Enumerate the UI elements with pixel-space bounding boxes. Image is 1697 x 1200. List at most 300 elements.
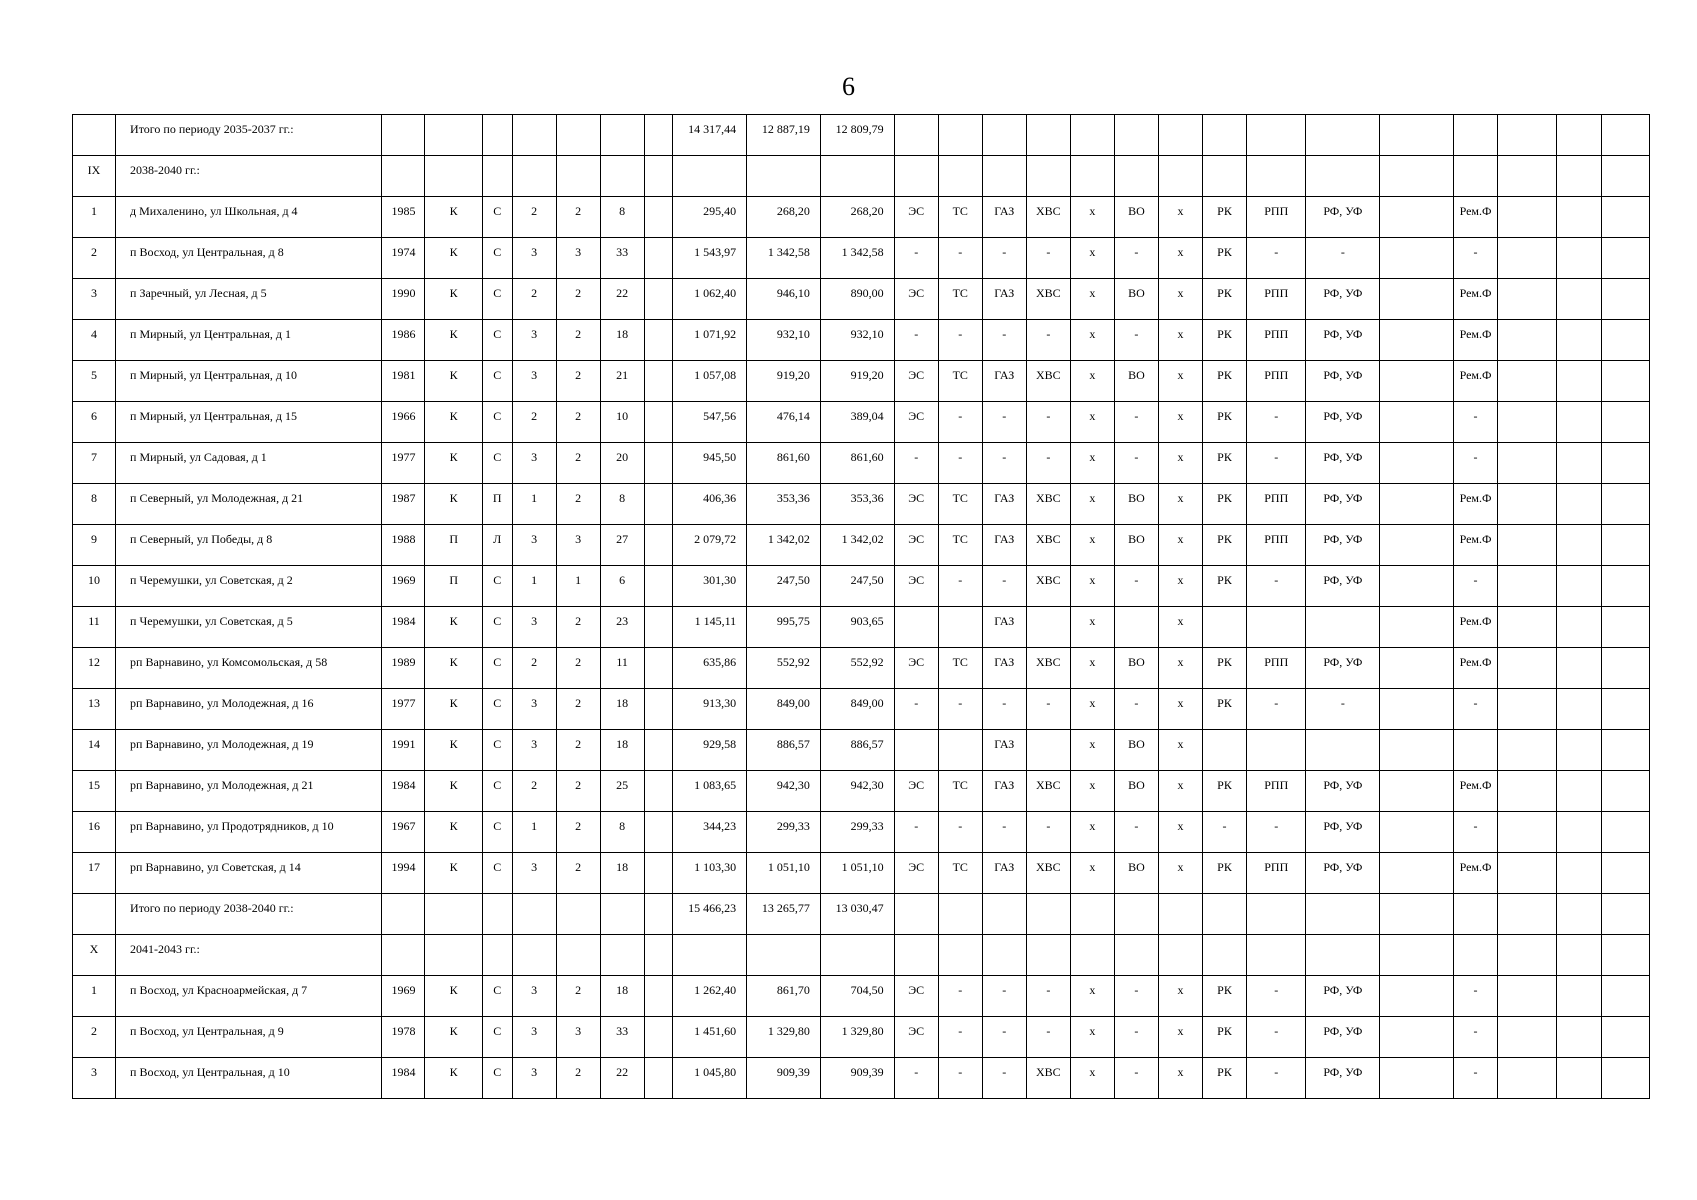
table-cell: - — [1114, 402, 1158, 443]
table-cell — [382, 894, 425, 935]
table-cell — [382, 156, 425, 197]
row-number-cell: 1 — [73, 976, 116, 1017]
table-cell: РК — [1203, 279, 1247, 320]
table-cell: 13 265,77 — [747, 894, 821, 935]
table-cell: 909,39 — [747, 1058, 821, 1099]
table-cell — [673, 156, 747, 197]
table-cell: 299,33 — [747, 812, 821, 853]
table-cell — [1306, 894, 1380, 935]
table-cell: РФ, УФ — [1306, 853, 1380, 894]
table-cell: 22 — [600, 1058, 644, 1099]
table-cell — [1498, 730, 1557, 771]
table-cell: 1 342,02 — [820, 525, 894, 566]
table-row — [73, 566, 1650, 607]
table-cell: - — [1454, 238, 1498, 279]
table-cell — [938, 730, 982, 771]
table-cell: К — [425, 320, 482, 361]
table-cell: 552,92 — [820, 648, 894, 689]
table-cell — [644, 238, 673, 279]
table-cell: 344,23 — [673, 812, 747, 853]
table-cell — [1498, 771, 1557, 812]
table-cell: 2 — [556, 1058, 600, 1099]
table-cell: 6 — [600, 566, 644, 607]
table-cell: 2 — [556, 853, 600, 894]
table-cell: 11 — [600, 648, 644, 689]
table-cell — [1306, 935, 1380, 976]
table-cell: - — [938, 689, 982, 730]
table-cell — [938, 115, 982, 156]
table-cell: х — [1070, 443, 1114, 484]
table-cell — [1498, 525, 1557, 566]
address-cell: п Черемушки, ул Советская, д 2 — [116, 566, 382, 607]
table-cell: К — [425, 730, 482, 771]
table-cell: - — [1454, 402, 1498, 443]
table-cell — [1498, 894, 1557, 935]
table-cell — [1498, 361, 1557, 402]
table-cell — [1114, 607, 1158, 648]
table-cell — [1601, 525, 1649, 566]
table-cell: ТС — [938, 771, 982, 812]
table-cell: - — [982, 976, 1026, 1017]
table-row — [73, 320, 1650, 361]
table-cell — [1380, 648, 1454, 689]
table-cell: 18 — [600, 320, 644, 361]
table-cell: - — [894, 1058, 938, 1099]
table-cell: РК — [1203, 402, 1247, 443]
table-cell: - — [982, 689, 1026, 730]
table-cell — [644, 648, 673, 689]
table-cell — [1601, 648, 1649, 689]
table-cell: К — [425, 607, 482, 648]
table-cell: К — [425, 197, 482, 238]
table-cell — [1026, 894, 1070, 935]
table-cell: К — [425, 402, 482, 443]
table-cell: РФ, УФ — [1306, 976, 1380, 1017]
table-cell: 1 057,08 — [673, 361, 747, 402]
table-cell: 1974 — [382, 238, 425, 279]
table-cell: РФ, УФ — [1306, 525, 1380, 566]
table-cell — [644, 1017, 673, 1058]
address-cell: п Восход, ул Центральная, д 10 — [116, 1058, 382, 1099]
table-cell — [644, 402, 673, 443]
table-cell — [747, 935, 821, 976]
table-cell: РПП — [1247, 771, 1306, 812]
table-cell: - — [982, 566, 1026, 607]
table-cell: Рем.Ф — [1454, 361, 1498, 402]
table-cell — [1380, 238, 1454, 279]
table-cell: К — [425, 812, 482, 853]
address-cell: д Михаленино, ул Школьная, д 4 — [116, 197, 382, 238]
table-cell — [1070, 156, 1114, 197]
table-cell — [1026, 156, 1070, 197]
table-cell: 3 — [512, 1058, 556, 1099]
table-cell: Рем.Ф — [1454, 484, 1498, 525]
table-cell: ВО — [1114, 361, 1158, 402]
table-cell — [1601, 976, 1649, 1017]
table-cell: 268,20 — [747, 197, 821, 238]
table-cell — [1454, 935, 1498, 976]
table-cell — [1306, 156, 1380, 197]
address-cell: п Восход, ул Красноармейская, д 7 — [116, 976, 382, 1017]
row-number-cell: 8 — [73, 484, 116, 525]
table-cell — [1557, 484, 1601, 525]
page-number: 6 — [842, 72, 855, 101]
row-number-cell: X — [73, 935, 116, 976]
table-cell: РК — [1203, 361, 1247, 402]
table-cell — [1557, 853, 1601, 894]
table-cell: 10 — [600, 402, 644, 443]
table-cell: РПП — [1247, 197, 1306, 238]
table-cell: - — [1114, 566, 1158, 607]
table-cell: х — [1158, 771, 1202, 812]
table-cell — [644, 443, 673, 484]
table-cell — [820, 156, 894, 197]
table-cell: 1989 — [382, 648, 425, 689]
table-cell: - — [894, 812, 938, 853]
table-cell: - — [938, 238, 982, 279]
table-cell: РФ, УФ — [1306, 320, 1380, 361]
table-cell: х — [1158, 648, 1202, 689]
table-cell — [1498, 1017, 1557, 1058]
table-cell: С — [482, 1058, 512, 1099]
table-cell — [1158, 156, 1202, 197]
address-cell: п Заречный, ул Лесная, д 5 — [116, 279, 382, 320]
table-cell: 903,65 — [820, 607, 894, 648]
table-cell: 299,33 — [820, 812, 894, 853]
table-cell: РК — [1203, 443, 1247, 484]
table-cell: РК — [1203, 648, 1247, 689]
table-cell — [1380, 730, 1454, 771]
table-cell: К — [425, 853, 482, 894]
table-cell: ВО — [1114, 279, 1158, 320]
table-cell: х — [1158, 812, 1202, 853]
row-number-cell: 4 — [73, 320, 116, 361]
table-cell: - — [1247, 976, 1306, 1017]
table-cell: ЭС — [894, 771, 938, 812]
table-cell: 861,70 — [747, 976, 821, 1017]
table-cell — [1601, 1017, 1649, 1058]
table-cell: х — [1158, 525, 1202, 566]
table-cell: - — [1247, 238, 1306, 279]
table-cell: РФ, УФ — [1306, 402, 1380, 443]
table-cell: - — [1306, 689, 1380, 730]
table-cell: ГАЗ — [982, 197, 1026, 238]
table-cell — [1114, 115, 1158, 156]
table-cell: 2 — [556, 771, 600, 812]
table-cell — [1498, 279, 1557, 320]
table-cell: 919,20 — [747, 361, 821, 402]
table-cell: РК — [1203, 566, 1247, 607]
table-cell: 2 — [556, 361, 600, 402]
table-cell: 1 — [556, 566, 600, 607]
table-cell — [894, 156, 938, 197]
table-cell: 2 — [512, 279, 556, 320]
table-cell — [1601, 197, 1649, 238]
table-cell: 2 — [556, 812, 600, 853]
table-cell: 18 — [600, 689, 644, 730]
table-cell: 1991 — [382, 730, 425, 771]
table-cell: - — [1454, 1017, 1498, 1058]
table-cell: С — [482, 279, 512, 320]
table-cell: 27 — [600, 525, 644, 566]
table-cell — [1557, 812, 1601, 853]
table-cell: ТС — [938, 484, 982, 525]
table-cell — [1498, 607, 1557, 648]
table-cell — [600, 156, 644, 197]
address-cell: 2038-2040 гг.: — [116, 156, 382, 197]
table-cell: 3 — [512, 443, 556, 484]
table-cell: - — [938, 402, 982, 443]
table-cell: РФ, УФ — [1306, 279, 1380, 320]
table-row — [73, 525, 1650, 566]
table-cell: 3 — [512, 689, 556, 730]
table-cell: 3 — [512, 320, 556, 361]
table-cell: - — [894, 443, 938, 484]
table-cell: 1 045,80 — [673, 1058, 747, 1099]
table-cell — [1601, 935, 1649, 976]
table-cell — [1557, 894, 1601, 935]
table-cell — [1203, 156, 1247, 197]
table-cell — [644, 525, 673, 566]
table-cell: 909,39 — [820, 1058, 894, 1099]
table-cell: РФ, УФ — [1306, 361, 1380, 402]
row-number-cell: 16 — [73, 812, 116, 853]
table-cell: С — [482, 812, 512, 853]
table-cell — [1380, 443, 1454, 484]
table-cell: 552,92 — [747, 648, 821, 689]
table-row — [73, 279, 1650, 320]
table-cell — [644, 607, 673, 648]
table-cell — [1306, 115, 1380, 156]
table-cell: - — [938, 812, 982, 853]
table-cell: х — [1158, 361, 1202, 402]
address-cell: п Мирный, ул Центральная, д 15 — [116, 402, 382, 443]
table-cell: 1984 — [382, 771, 425, 812]
table-cell — [1306, 607, 1380, 648]
table-cell — [1557, 730, 1601, 771]
address-cell: Итого по периоду 2038-2040 гг.: — [116, 894, 382, 935]
table-cell: - — [1026, 812, 1070, 853]
table-cell — [1380, 566, 1454, 607]
table-cell: х — [1070, 320, 1114, 361]
table-cell: х — [1158, 238, 1202, 279]
table-cell — [1498, 689, 1557, 730]
table-cell — [1601, 730, 1649, 771]
table-cell: РК — [1203, 853, 1247, 894]
table-cell — [1557, 238, 1601, 279]
table-cell — [382, 935, 425, 976]
table-cell: РК — [1203, 484, 1247, 525]
table-cell — [644, 935, 673, 976]
table-cell — [1557, 689, 1601, 730]
table-cell: 1985 — [382, 197, 425, 238]
table-cell — [425, 156, 482, 197]
table-cell: ЭС — [894, 484, 938, 525]
table-cell: х — [1158, 566, 1202, 607]
table-cell: К — [425, 1017, 482, 1058]
table-cell — [1557, 156, 1601, 197]
table-cell: ЭС — [894, 361, 938, 402]
table-cell: ТС — [938, 361, 982, 402]
table-cell: С — [482, 689, 512, 730]
table-cell: х — [1070, 361, 1114, 402]
table-cell: ВО — [1114, 197, 1158, 238]
table-cell: ВО — [1114, 648, 1158, 689]
table-cell: РФ, УФ — [1306, 771, 1380, 812]
table-cell: К — [425, 771, 482, 812]
table-cell: 20 — [600, 443, 644, 484]
table-cell: 886,57 — [747, 730, 821, 771]
table-cell — [1557, 1058, 1601, 1099]
table-cell: х — [1158, 279, 1202, 320]
table-cell — [1498, 812, 1557, 853]
table-cell — [600, 894, 644, 935]
table-cell: 2 — [512, 771, 556, 812]
table-cell: 2 — [556, 607, 600, 648]
table-cell: Рем.Ф — [1454, 197, 1498, 238]
table-cell: - — [1114, 976, 1158, 1017]
table-cell: С — [482, 361, 512, 402]
section-row — [73, 156, 1650, 197]
table-cell — [1557, 935, 1601, 976]
table-row — [73, 197, 1650, 238]
table-cell: С — [482, 771, 512, 812]
table-cell: - — [938, 976, 982, 1017]
table-cell: 919,20 — [820, 361, 894, 402]
table-cell: 2 079,72 — [673, 525, 747, 566]
table-cell: - — [938, 443, 982, 484]
table-cell: 1978 — [382, 1017, 425, 1058]
table-cell: 18 — [600, 853, 644, 894]
row-number-cell: 11 — [73, 607, 116, 648]
table-cell — [1454, 115, 1498, 156]
table-cell: - — [1114, 812, 1158, 853]
table-cell: - — [1026, 238, 1070, 279]
table-body — [73, 115, 1650, 1099]
table-cell — [982, 894, 1026, 935]
table-cell: С — [482, 238, 512, 279]
table-cell: Рем.Ф — [1454, 320, 1498, 361]
table-cell: 8 — [600, 484, 644, 525]
table-cell: РК — [1203, 689, 1247, 730]
table-cell — [1601, 853, 1649, 894]
table-cell — [1454, 156, 1498, 197]
table-cell: 1 262,40 — [673, 976, 747, 1017]
table-cell — [1380, 197, 1454, 238]
table-cell: 849,00 — [820, 689, 894, 730]
table-cell — [1026, 115, 1070, 156]
table-cell — [482, 935, 512, 976]
table-cell: РК — [1203, 197, 1247, 238]
table-cell — [425, 935, 482, 976]
table-cell: 1 051,10 — [820, 853, 894, 894]
table-cell — [1601, 689, 1649, 730]
table-cell: х — [1158, 607, 1202, 648]
table-cell: 2 — [556, 976, 600, 1017]
register-table — [72, 114, 1650, 1099]
table-cell: 1988 — [382, 525, 425, 566]
table-cell: 995,75 — [747, 607, 821, 648]
table-cell — [1498, 853, 1557, 894]
table-cell — [820, 935, 894, 976]
address-cell: п Мирный, ул Садовая, д 1 — [116, 443, 382, 484]
table-cell: Л — [482, 525, 512, 566]
table-cell: 3 — [512, 361, 556, 402]
address-cell: рп Варнавино, ул Молодежная, д 21 — [116, 771, 382, 812]
table-cell: ТС — [938, 525, 982, 566]
row-number-cell: 10 — [73, 566, 116, 607]
table-cell: 301,30 — [673, 566, 747, 607]
table-cell — [1454, 894, 1498, 935]
table-cell: ТС — [938, 197, 982, 238]
table-cell: С — [482, 853, 512, 894]
address-cell: рп Варнавино, ул Комсомольская, д 58 — [116, 648, 382, 689]
table-cell — [1557, 525, 1601, 566]
table-cell: С — [482, 648, 512, 689]
table-cell: - — [938, 1058, 982, 1099]
table-cell: - — [1454, 976, 1498, 1017]
table-cell: С — [482, 1017, 512, 1058]
table-cell — [1158, 894, 1202, 935]
table-cell — [1203, 935, 1247, 976]
table-cell: С — [482, 320, 512, 361]
table-cell — [1498, 566, 1557, 607]
table-cell — [644, 156, 673, 197]
table-cell: ЭС — [894, 279, 938, 320]
table-cell: х — [1070, 279, 1114, 320]
table-cell — [1601, 238, 1649, 279]
table-cell — [644, 197, 673, 238]
table-cell: х — [1158, 1058, 1202, 1099]
table-cell: 942,30 — [820, 771, 894, 812]
table-cell: х — [1070, 689, 1114, 730]
table-cell — [1158, 935, 1202, 976]
table-cell — [673, 935, 747, 976]
table-cell: 1 062,40 — [673, 279, 747, 320]
table-cell: Рем.Ф — [1454, 607, 1498, 648]
row-number-cell — [73, 894, 116, 935]
table-cell: 913,30 — [673, 689, 747, 730]
table-cell — [1380, 115, 1454, 156]
table-cell: х — [1070, 648, 1114, 689]
table-cell: ХВС — [1026, 771, 1070, 812]
table-cell: 8 — [600, 197, 644, 238]
table-cell — [1380, 976, 1454, 1017]
table-cell: х — [1070, 525, 1114, 566]
address-cell: рп Варнавино, ул Молодежная, д 19 — [116, 730, 382, 771]
table-cell: ЭС — [894, 566, 938, 607]
table-cell — [600, 115, 644, 156]
table-cell — [1498, 443, 1557, 484]
table-cell — [1601, 115, 1649, 156]
table-cell: 929,58 — [673, 730, 747, 771]
table-cell: 932,10 — [820, 320, 894, 361]
table-cell: 1966 — [382, 402, 425, 443]
table-row — [73, 1017, 1650, 1058]
table-cell: - — [982, 1017, 1026, 1058]
table-cell: - — [982, 238, 1026, 279]
table-cell — [894, 894, 938, 935]
table-row — [73, 361, 1650, 402]
table-cell — [894, 607, 938, 648]
table-cell — [1380, 771, 1454, 812]
table-cell — [1203, 115, 1247, 156]
table-cell: - — [938, 566, 982, 607]
table-cell: - — [1114, 320, 1158, 361]
table-row — [73, 484, 1650, 525]
table-cell: 1986 — [382, 320, 425, 361]
table-cell — [1498, 976, 1557, 1017]
